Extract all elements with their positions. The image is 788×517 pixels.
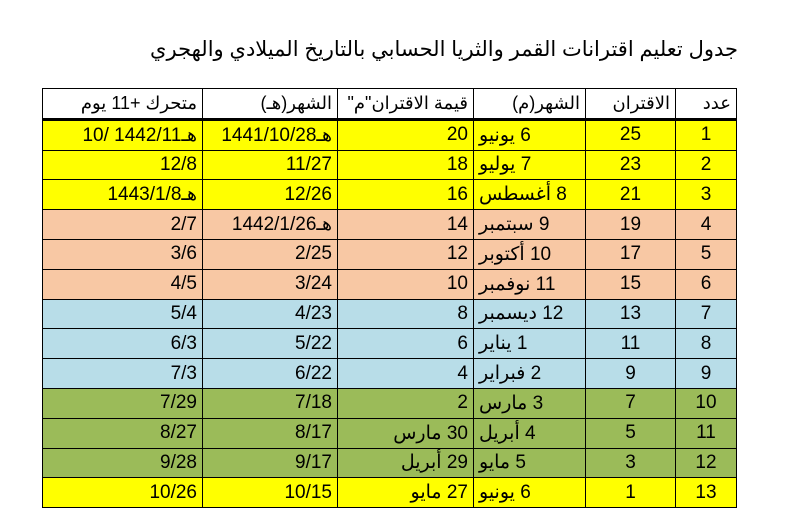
cell-val: 14 xyxy=(338,210,474,240)
table-row xyxy=(43,210,737,240)
cell-move: 10/ 1442/11هـ xyxy=(43,119,203,150)
cell-move: 12/8 xyxy=(43,150,203,180)
cell-val: 27 مايو xyxy=(338,478,474,508)
cell-mmonth: 3 مارس xyxy=(474,388,586,418)
cell-hmonth: 7/18 xyxy=(203,388,338,418)
cell-move: 9/28 xyxy=(43,448,203,478)
cell-move: 7/29 xyxy=(43,388,203,418)
cell-hmonth: 8/17 xyxy=(203,418,338,448)
cell-mmonth: 11 نوفمبر xyxy=(474,269,586,299)
cell-conj: 23 xyxy=(586,150,676,180)
cell-val: 4 xyxy=(338,359,474,389)
cell-val: 20 xyxy=(338,119,474,150)
cell-conj: 9 xyxy=(586,359,676,389)
cell-conj: 13 xyxy=(586,299,676,329)
table-body xyxy=(43,119,737,507)
header-hmonth: الشهر(هـ) xyxy=(203,89,338,120)
cell-hmonth: 6/22 xyxy=(203,359,338,389)
cell-val: 12 xyxy=(338,239,474,269)
cell-num: 11 xyxy=(676,418,737,448)
cell-mmonth: 8 أغسطس xyxy=(474,180,586,210)
cell-hmonth: 12/26 xyxy=(203,180,338,210)
cell-num: 12 xyxy=(676,448,737,478)
header-mmonth: الشهر(م) xyxy=(474,89,586,120)
cell-num: 6 xyxy=(676,269,737,299)
cell-conj: 19 xyxy=(586,210,676,240)
cell-mmonth: 1 يناير xyxy=(474,329,586,359)
cell-mmonth: 12 ديسمبر xyxy=(474,299,586,329)
cell-num: 2 xyxy=(676,150,737,180)
cell-num: 13 xyxy=(676,478,737,508)
cell-mmonth: 9 سبتمبر xyxy=(474,210,586,240)
cell-num: 4 xyxy=(676,210,737,240)
cell-mmonth: 6 يونيو xyxy=(474,478,586,508)
cell-num: 3 xyxy=(676,180,737,210)
table-row xyxy=(43,180,737,210)
cell-move: 5/4 xyxy=(43,299,203,329)
cell-hmonth: 4/23 xyxy=(203,299,338,329)
cell-mmonth: 2 فبراير xyxy=(474,359,586,389)
cell-conj: 7 xyxy=(586,388,676,418)
cell-hmonth: 11/27 xyxy=(203,150,338,180)
cell-hmonth: 9/17 xyxy=(203,448,338,478)
cell-val: 8 xyxy=(338,299,474,329)
cell-num: 5 xyxy=(676,239,737,269)
cell-num: 8 xyxy=(676,329,737,359)
page-title: جدول تعليم اقترانات القمر والثريا الحسابي بالتاريخ الميلادي والهجري xyxy=(150,38,738,61)
table-row xyxy=(43,329,737,359)
cell-move: 4/5 xyxy=(43,269,203,299)
cell-conj: 3 xyxy=(586,448,676,478)
cell-move: 6/3 xyxy=(43,329,203,359)
table-row xyxy=(43,359,737,389)
cell-val: 2 xyxy=(338,388,474,418)
cell-move: 7/3 xyxy=(43,359,203,389)
conjunction-table xyxy=(42,88,737,508)
cell-conj: 1 xyxy=(586,478,676,508)
table-row xyxy=(43,388,737,418)
cell-val: 6 xyxy=(338,329,474,359)
header-num: عدد xyxy=(676,89,737,120)
table-row xyxy=(43,269,737,299)
cell-hmonth: 1441/10/28هـ xyxy=(203,119,338,150)
cell-num: 1 xyxy=(676,119,737,150)
cell-move: 1443/1/8هـ xyxy=(43,180,203,210)
table-row xyxy=(43,119,737,150)
cell-move: 10/26 xyxy=(43,478,203,508)
cell-conj: 21 xyxy=(586,180,676,210)
table-row xyxy=(43,239,737,269)
cell-conj: 15 xyxy=(586,269,676,299)
table-row xyxy=(43,478,737,508)
cell-conj: 25 xyxy=(586,119,676,150)
cell-hmonth: 5/22 xyxy=(203,329,338,359)
cell-val: 10 xyxy=(338,269,474,299)
table-row xyxy=(43,448,737,478)
cell-move: 2/7 xyxy=(43,210,203,240)
cell-move: 8/27 xyxy=(43,418,203,448)
cell-mmonth: 4 أبريل xyxy=(474,418,586,448)
cell-hmonth: 2/25 xyxy=(203,239,338,269)
cell-val: 29 أبريل xyxy=(338,448,474,478)
header-conj: الاقتران xyxy=(586,89,676,120)
header-val: قيمة الاقتران"م" xyxy=(338,89,474,120)
cell-hmonth: 10/15 xyxy=(203,478,338,508)
cell-conj: 5 xyxy=(586,418,676,448)
cell-mmonth: 5 مايو xyxy=(474,448,586,478)
cell-num: 9 xyxy=(676,359,737,389)
table-row xyxy=(43,150,737,180)
cell-mmonth: 10 أكتوبر xyxy=(474,239,586,269)
cell-val: 16 xyxy=(338,180,474,210)
cell-conj: 17 xyxy=(586,239,676,269)
header-row xyxy=(43,89,737,120)
cell-val: 30 مارس xyxy=(338,418,474,448)
header-move: متحرك +11 يوم xyxy=(43,89,203,120)
table-row xyxy=(43,418,737,448)
cell-hmonth: 3/24 xyxy=(203,269,338,299)
cell-num: 7 xyxy=(676,299,737,329)
cell-val: 18 xyxy=(338,150,474,180)
cell-conj: 11 xyxy=(586,329,676,359)
cell-mmonth: 6 يونيو xyxy=(474,119,586,150)
cell-mmonth: 7 يوليو xyxy=(474,150,586,180)
table-row xyxy=(43,299,737,329)
cell-num: 10 xyxy=(676,388,737,418)
cell-move: 3/6 xyxy=(43,239,203,269)
cell-hmonth: 1442/1/26هـ xyxy=(203,210,338,240)
